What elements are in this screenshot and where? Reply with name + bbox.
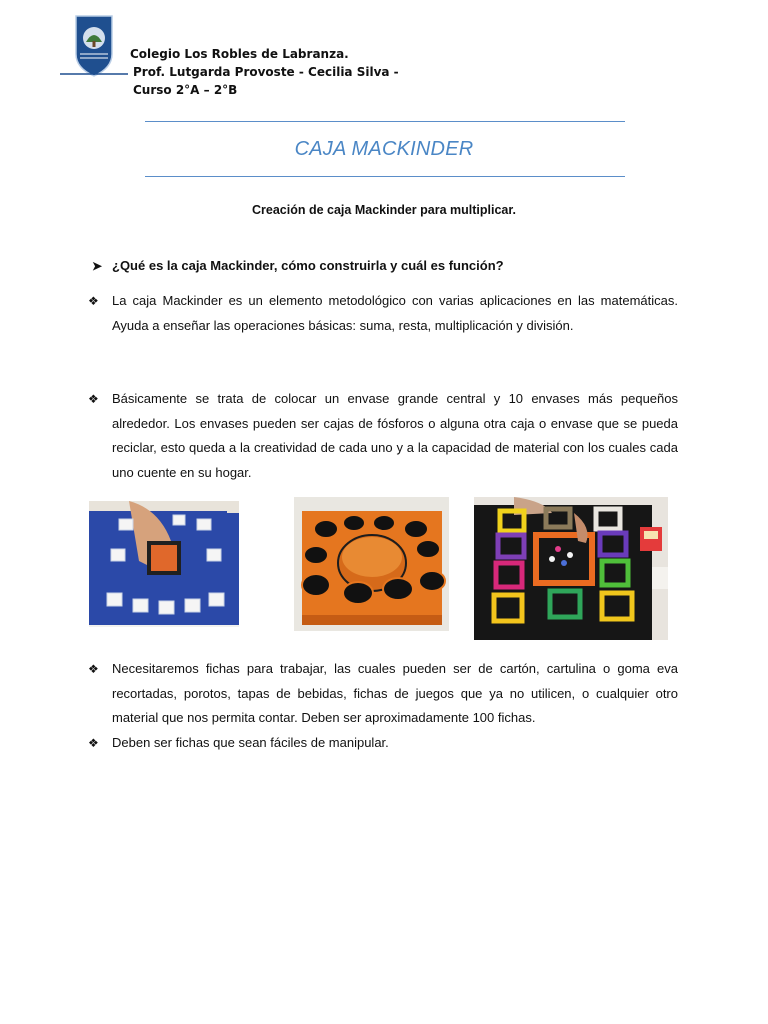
photo-blue-board [89,501,239,627]
diamond-bullet-icon: ❖ [88,392,99,406]
paragraph-text: Deben ser fichas que sean fáciles de manipular. [112,735,389,750]
photo-orange-cups [294,497,449,631]
question-heading [92,258,504,273]
paragraph-text: La caja Mackinder es un elemento metodológico con varias aplicaciones en las matemáticas. Ayuda a enseñar las operaciones básicas: suma, resta, multiplicación y división. [112,293,678,333]
diamond-bullet-icon: ❖ [88,294,99,308]
photo-colored-boxes [474,497,668,640]
school-name: Colegio Los Robles de Labranza. [130,47,349,61]
top-divider [145,121,625,122]
paragraph-2 [88,387,678,485]
diamond-bullet-icon: ❖ [88,736,99,750]
paragraph-1 [88,289,678,338]
bottom-divider [145,176,625,177]
paragraph-3 [88,657,678,731]
school-logo [58,14,130,82]
question-text: ¿Qué es la caja Mackinder, cómo construirla y cuál es función? [112,258,504,273]
teachers-line: Prof. Lutgarda Provoste - Cecilia Silva - [133,65,399,79]
school-header [130,45,399,99]
paragraph-text: Necesitaremos fichas para trabajar, las cuales pueden ser de cartón, cartulina o goma eva recortadas, porotos, tapas de bebidas, fichas de juegos que ya no utilicen, o cualquier otro material que nos permita contar. Deben ser aproximadamente 100 fichas. [112,661,678,725]
paragraph-4 [88,731,678,756]
course-line: Curso 2°A – 2°B [133,83,238,97]
diamond-bullet-icon: ❖ [88,662,99,676]
paragraph-text: Básicamente se trata de colocar un envase grande central y 10 envases más pequeños alrededor. Los envases pueden ser cajas de fósforos o alguna otra caja o envase que se pueda reciclar, esto queda a la creatividad de cada uno y a la capacidad de material con los cuales cada uno cuente en su hogar. [112,391,678,480]
page-title: CAJA MACKINDER [294,138,474,160]
arrow-bullet-icon: ➤ [92,259,103,273]
subtitle: Creación de caja Mackinder para multiplicar. [252,203,516,217]
